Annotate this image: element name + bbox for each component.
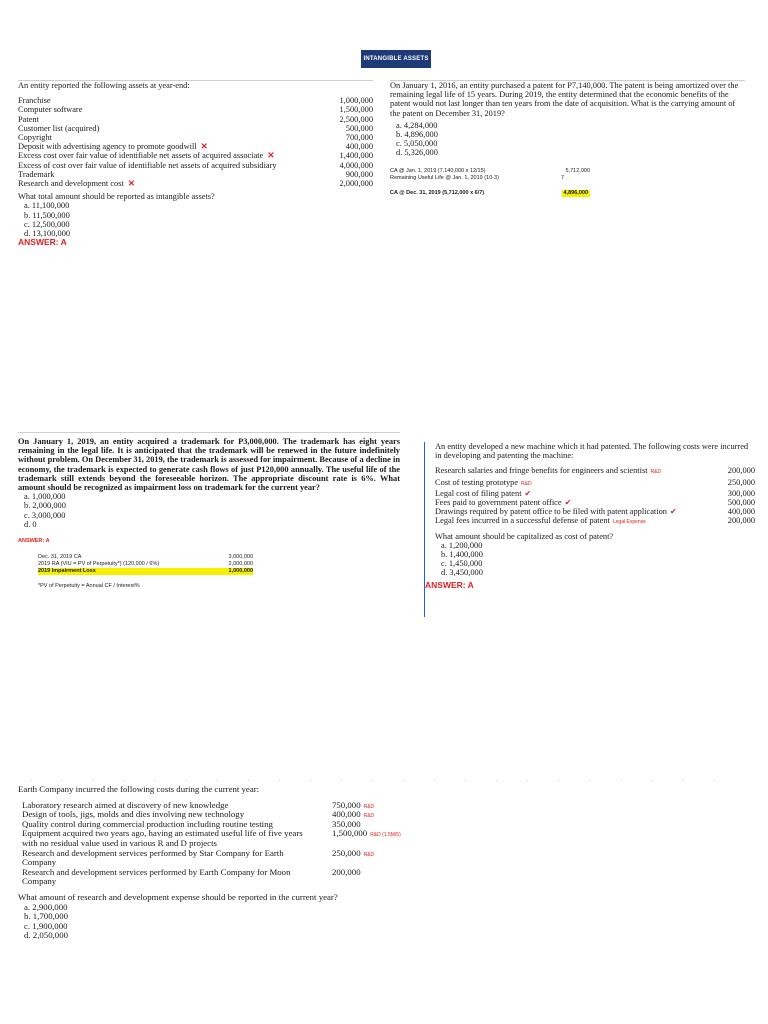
work-value: 1,000,000: [228, 568, 253, 575]
work-label: Dec. 31, 2019 CA: [38, 554, 82, 561]
asset-label: [18, 105, 82, 114]
asset-label: [18, 170, 54, 179]
cost-amount: 200,000: [727, 516, 755, 526]
work-value: 3,000,000: [228, 554, 253, 561]
choice-a: a. 4,284,000: [396, 120, 438, 130]
cost-amount: 500,000: [727, 498, 755, 508]
choice-c: c. 1,900,000: [24, 920, 68, 931]
choice-b: b. 11,500,000: [24, 210, 70, 220]
asset-row: [18, 170, 373, 179]
cost-row: [22, 828, 401, 848]
cost-label: [435, 478, 532, 489]
asset-label-text: Copyright: [18, 133, 52, 143]
cost-amount: 400,000: [727, 507, 755, 517]
cost-label-text: Quality control during commercial production including routine testing: [22, 818, 273, 829]
asset-label: [18, 151, 274, 160]
asset-row: [18, 151, 373, 160]
choice-c: c. 1,450,000: [441, 559, 483, 569]
cost-label-text: Cost of testing prototype: [435, 477, 519, 487]
asset-amount: 900,000: [345, 169, 373, 179]
choice-d: d. 5,326,000: [396, 148, 438, 158]
check-icon: ✔: [669, 507, 677, 517]
asset-label: [18, 161, 277, 170]
work-value: 5,712,000: [565, 167, 590, 174]
cost-label-text: Equipment acquired two years ago, having an estimated useful life of five years with no residual value used in various R and D projects: [22, 828, 303, 848]
question-4-prompt: What amount should be capitalized as cost of patent?: [435, 531, 614, 541]
asset-label: [18, 179, 135, 188]
cost-row: [435, 507, 755, 516]
asset-label-text: Excess of cost over fair value of identifiable net assets of acquired subsidiary: [18, 160, 277, 170]
cost-row: [22, 866, 361, 887]
choice-c: c. 3,000,000: [24, 510, 66, 520]
cost-amount: 200,000: [332, 866, 361, 877]
asset-label: [18, 124, 99, 133]
section-title: INTANGIBLE ASSETS: [361, 50, 431, 68]
choice-a: a. 1,200,000: [441, 540, 483, 550]
cost-label-text: Legal fees incurred in a successful defense of patent: [435, 516, 610, 526]
asset-row: [18, 161, 373, 170]
question-5-items: [18, 799, 401, 887]
cost-label-text: Research salaries and fringe benefits for engineers and scientist: [435, 466, 648, 476]
choice-a: a. 2,900,000: [24, 901, 68, 912]
cost-row: [435, 516, 755, 527]
cost-label-text: Research and development services performed by Earth Company for Moon Company: [22, 866, 291, 887]
asset-label-text: Patent: [18, 114, 39, 124]
choice-b: b. 2,000,000: [24, 501, 66, 511]
cost-amount: 300,000: [727, 488, 755, 498]
cost-label-text: Research and development services performed by Star Company for Earth Company: [22, 847, 284, 868]
cost-amount: 350,000: [332, 818, 361, 829]
question-2-stem: On January 1, 2016, an entity purchased a patent for P7,140,000. The patent is being amortized over the remaining legal life of 15 years. During 2019, the entity determined that the economic benefits of the patent would not last longer than ten years from the date of acquisition. What is the carrying amount of the patent on December 31, 2019?: [390, 81, 739, 118]
cost-row: [435, 478, 755, 489]
asset-row: [18, 124, 373, 133]
asset-row: [18, 96, 373, 105]
cost-label-text: Drawings required by patent office to be filed with patent application: [435, 507, 667, 517]
choice-d: d. 13,100,000: [24, 229, 71, 239]
asset-label-text: Franchise: [18, 96, 51, 106]
choice-d: d. 2,050,000: [24, 930, 68, 941]
cost-row: [435, 466, 755, 477]
work-label: 2019 RA (VIU = PV of Perpetuity*) (120,000 / 6%): [38, 561, 160, 568]
cost-amount: 1,500,000: [332, 828, 368, 839]
cost-label: [435, 507, 677, 516]
question-4-stem: An entity developed a new machine which it had patented. The following costs were incurred in developing and patenting the machine:: [435, 442, 749, 461]
question-5-prompt: What amount of research and development expense should be reported in the current year?: [18, 891, 338, 902]
asset-label-text: Excess cost over fair value of identifiable net assets of acquired associate: [18, 151, 264, 161]
question-2: [390, 80, 745, 241]
final-answer-highlight: 4,896,000: [563, 189, 588, 196]
question-1-prompt: What total amount should be reported as intangible assets?: [18, 192, 215, 202]
solution-work: [38, 554, 253, 575]
solution-work: [390, 168, 590, 197]
cost-amount: 250,000: [332, 847, 361, 858]
cost-label: [435, 498, 571, 507]
footnote: *PV of Perpetuity = Annual CF / Interest%: [38, 583, 140, 590]
cost-label-text: Design of tools, jigs, molds and dies involving new technology: [22, 809, 245, 820]
cost-label-text: Laboratory research aimed at discovery of new knowledge: [22, 799, 229, 810]
question-5-stem: Earth Company incurred the following costs during the current year:: [18, 784, 260, 794]
question-3: [18, 432, 400, 628]
asset-label-text: Customer list (acquired): [18, 123, 100, 133]
asset-label-text: Deposit with advertising agency to promote goodwill: [18, 142, 197, 152]
cost-note: R&D: [650, 469, 662, 476]
cost-row: [22, 847, 375, 868]
asset-amount: 4,000,000: [339, 160, 373, 170]
asset-label: [18, 96, 51, 105]
asset-amount: 2,000,000: [339, 179, 373, 189]
asset-row: [18, 179, 373, 188]
cost-label-text: Fees paid to government patent office: [435, 498, 562, 508]
asset-amount: 700,000: [345, 133, 373, 143]
work-label: 2019 Impairment Loss: [38, 568, 96, 575]
choice-b: b. 4,896,000: [396, 130, 438, 140]
check-icon: ✔: [524, 488, 532, 498]
work-label: Remaining Useful Life @ Jan. 1, 2019 (10-3): [390, 174, 499, 181]
question-4: [424, 442, 755, 617]
check-icon: ✔: [564, 498, 572, 508]
work-value: 7: [560, 174, 564, 181]
final-label: CA @ Dec. 31, 2019 (5,712,000 x 6/7): [390, 189, 485, 196]
asset-row: [18, 105, 373, 114]
asset-amount: 1,000,000: [339, 96, 373, 106]
answer-label: ANSWER: A: [18, 237, 67, 248]
asset-label-text: Trademark: [18, 169, 55, 179]
choice-a: a. 11,100,000: [24, 201, 70, 211]
asset-label-text: Research and development cost: [18, 179, 124, 189]
work-label: CA @ Jan. 1, 2019 (7,140,000 x 12/15): [390, 167, 486, 174]
choice-c: c. 12,500,000: [24, 219, 70, 229]
asset-amount: 500,000: [345, 123, 373, 133]
cost-note: R&D (1.5M/5): [370, 832, 401, 839]
asset-label: [18, 133, 52, 142]
asset-amount: 2,500,000: [339, 114, 373, 124]
cost-label: [435, 466, 661, 477]
question-1-items: [18, 96, 373, 188]
cost-note: R&D: [363, 851, 375, 858]
asset-amount: 1,400,000: [339, 151, 373, 161]
cost-label: [435, 516, 646, 527]
cost-note: R&D: [521, 480, 532, 487]
wrong-mark-icon: ✕: [200, 141, 208, 152]
cost-label: [435, 489, 531, 498]
wrong-mark-icon: ✕: [127, 178, 135, 189]
wrong-mark-icon: ✕: [267, 150, 275, 161]
question-3-stem: On January 1, 2019, an entity acquired a trademark for P3,000,000. The trademark has eight years remaining in the legal life. It is anticipated that the trademark will be renewed in the future indefinitely without problem. On December 31, 2019, the trademark is assessed for impairment. Because of a decline in economy, the trademark is expected to generate cash flows of just P120,000 annually. The useful life of the trademark still extends beyond the foreseeable horizon. The appropriate discount rate is 6%. What amount should be recognized as impairment loss on trademark for the current year?: [18, 437, 400, 493]
cost-note: Legal Expense: [612, 519, 646, 526]
cost-amount: 400,000: [332, 809, 361, 820]
cost-note: R&D: [363, 813, 375, 820]
choice-b: b. 1,700,000: [24, 911, 68, 922]
cost-row: [435, 498, 755, 507]
cost-amount: 750,000: [332, 799, 361, 810]
asset-label-text: Computer software: [18, 105, 83, 115]
asset-row: [18, 133, 373, 142]
choice-d: d. 0: [24, 519, 37, 529]
cost-label-text: Legal cost of filing patent: [435, 488, 522, 498]
choice-d: d. 3,450,000: [441, 568, 483, 578]
choice-c: c. 5,050,000: [396, 139, 438, 149]
choice-b: b. 1,400,000: [441, 550, 483, 560]
question-5: [18, 784, 401, 970]
choice-a: a. 1,000,000: [24, 492, 66, 502]
work-value: 2,000,000: [228, 561, 253, 568]
asset-row: [18, 115, 373, 124]
cost-amount: 200,000: [727, 466, 755, 476]
question-4-items: [435, 466, 755, 527]
cost-row: [435, 489, 755, 498]
asset-amount: 400,000: [345, 142, 373, 152]
answer-label: ANSWER: A: [425, 579, 474, 590]
asset-label: [18, 115, 39, 124]
scan-dots: · · · · · · · · · · · · · · · · · · · · · · ·: [30, 778, 729, 784]
cost-amount: 250,000: [727, 477, 755, 487]
asset-amount: 1,500,000: [339, 105, 373, 115]
question-1-stem: An entity reported the following assets at year-end:: [18, 81, 190, 90]
cost-note: R&D: [363, 803, 375, 810]
question-1: [18, 80, 373, 291]
answer-label: ANSWER: A: [18, 538, 50, 545]
